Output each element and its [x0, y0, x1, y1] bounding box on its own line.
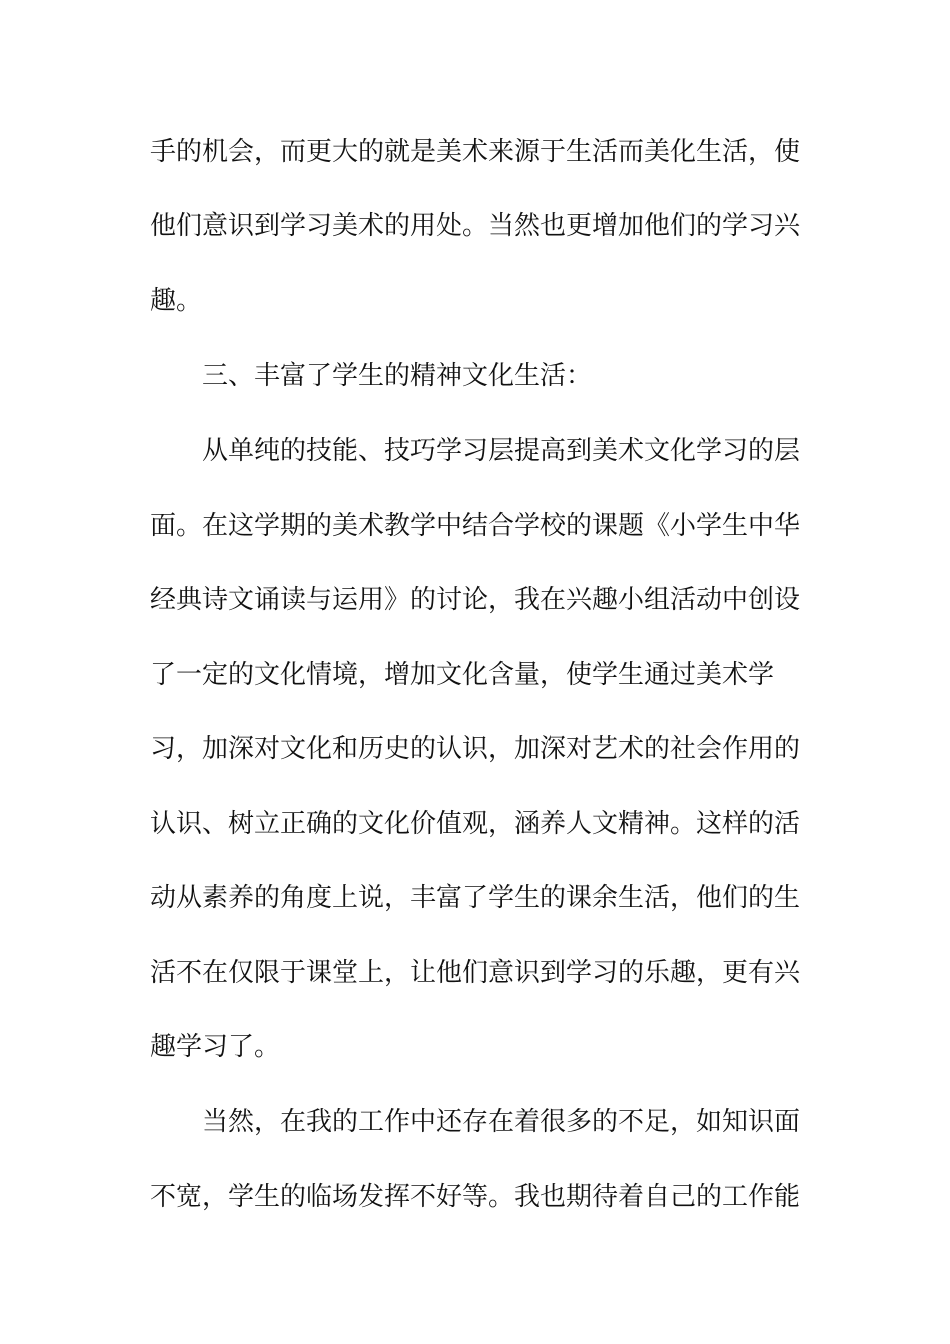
text-line: 认识、树立正确的文化价值观，涵养人文精神。这样的活: [150, 809, 801, 839]
text-line: 面。在这学期的美术教学中结合学校的课题《小学生中华: [150, 511, 801, 541]
text-line: 经典诗文诵读与运用》的讨论，我在兴趣小组活动中创设: [150, 585, 801, 615]
text-line: 趣。: [150, 286, 203, 316]
text-line: 他们意识到学习美术的用处。当然也更增加他们的学习兴: [150, 211, 801, 241]
text-line: 活不在仅限于课堂上，让他们意识到学习的乐趣，更有兴: [150, 958, 801, 988]
text-line: 了一定的文化情境，增加文化含量，使学生通过美术学: [150, 660, 775, 690]
text-line: 不宽，学生的临场发挥不好等。我也期待着自己的工作能: [150, 1182, 801, 1212]
text-line: 从单纯的技能、技巧学习层提高到美术文化学习的层: [202, 436, 801, 466]
text-line: 习，加深对文化和历史的认识，加深对艺术的社会作用的: [150, 734, 801, 764]
text-line: 当然，在我的工作中还存在着很多的不足，如知识面: [202, 1107, 801, 1137]
section-heading: 三、丰富了学生的精神文化生活：: [202, 361, 593, 391]
text-line: 动从素养的角度上说，丰富了学生的课余生活，他们的生: [150, 883, 801, 913]
text-line: 手的机会，而更大的就是美术来源于生活而美化生活，使: [150, 137, 801, 167]
text-line: 趣学习了。: [150, 1032, 281, 1062]
